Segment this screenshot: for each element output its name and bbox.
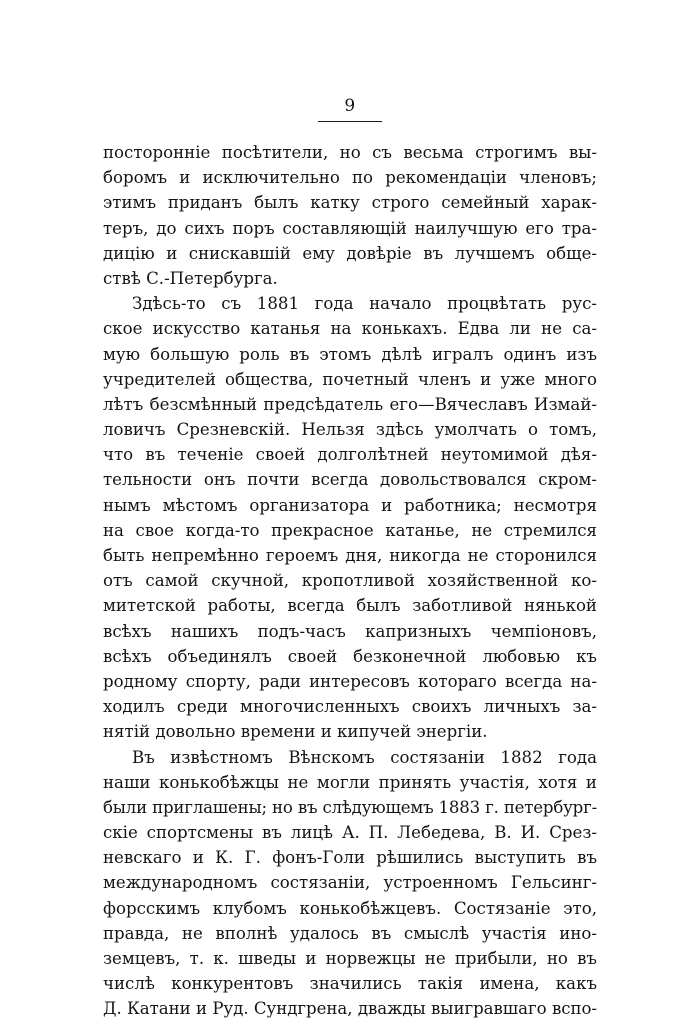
- text-line: митетской работы, всегда былъ заботливой нянькой: [103, 596, 597, 616]
- text-line: быть непремѣнно героемъ дня, никогда не сторонился: [103, 546, 597, 565]
- text-line: родному спорту, ради интересовъ котораго всегда на-: [103, 671, 597, 691]
- text-line: на свое когда-то прекрасное катанье, не стремился: [103, 520, 597, 540]
- text-line: ствѣ С.-Петербурга.: [103, 268, 278, 288]
- body-text: [103, 140, 597, 1022]
- text-line: нымъ мѣстомъ организатора и работника; несмотря: [103, 495, 597, 515]
- text-line: земцевъ, т. к. шведы и норвежцы не прибыли, но въ: [103, 949, 597, 968]
- text-line: скіе спортсмены въ лицѣ А. П. Лебедева, В. И. Срез-: [103, 823, 597, 843]
- text-line: всѣхъ нашихъ подъ-часъ капризныхъ чемпіоновъ,: [103, 621, 597, 641]
- text-line: посторонніе посѣтители, но съ весьма строгимъ вы-: [103, 143, 597, 162]
- text-line: учредителей общества, почетный членъ и уже много: [103, 369, 597, 389]
- text-line: невскаго и К. Г. фонъ-Голи рѣшились выступить въ: [103, 848, 597, 868]
- text-line: Въ извѣстномъ Вѣнскомъ состязаніи 1882 года: [132, 747, 597, 767]
- text-line: тельности онъ почти всегда довольствовался скром-: [103, 470, 597, 490]
- page-number: 9: [344, 96, 356, 116]
- page-header: [0, 96, 700, 116]
- text-line: боромъ и исключительно по рекомендаціи членовъ;: [103, 168, 597, 188]
- text-line: наши конькобѣжцы не могли принять участія, хотя и: [103, 772, 597, 792]
- text-line: лѣтъ безсмѣнный предсѣдатель его—Вячеславъ Измай-: [103, 394, 597, 414]
- text-line: мую большую роль въ этомъ дѣлѣ игралъ одинъ изъ: [103, 344, 597, 364]
- text-line: дицію и снискавшій ему довѣріе въ лучшемъ обще-: [103, 243, 597, 263]
- header-rule: [318, 121, 382, 122]
- text-line: Здѣсь-то съ 1881 года начало процвѣтать рус-: [132, 294, 597, 314]
- text-line: были приглашены; но въ слѣдующемъ 1883 г. петербург-: [103, 797, 597, 817]
- text-line: всѣхъ объединялъ своей безконечной любовью къ: [103, 646, 597, 666]
- text-line: что въ теченіе своей долголѣтней неутомимой дѣя-: [103, 445, 597, 465]
- text-line: нятій довольно времени и кипучей энергіи.: [103, 722, 488, 742]
- text-line: Д. Катани и Руд. Сундгрена, дважды выигравшаго вспо-: [103, 999, 597, 1019]
- text-line: международномъ состязаніи, устроенномъ Гельсинг-: [103, 873, 597, 893]
- text-line: ское искусство катанья на конькахъ. Едва ли не са-: [103, 319, 597, 339]
- text-line: этимъ приданъ былъ катку строго семейный харак-: [103, 193, 597, 213]
- text-line: форсскимъ клубомъ конькобѣжцевъ. Состязаніе это,: [103, 898, 597, 918]
- text-line: отъ самой скучной, кропотливой хозяйственной ко-: [103, 571, 597, 591]
- text-line: ходилъ среди многочисленныхъ своихъ личныхъ за-: [103, 697, 597, 717]
- text-line: правда, не вполнѣ удалось въ смыслѣ участія ино-: [103, 923, 597, 943]
- text-line: числѣ конкурентовъ значились такія имена, какъ: [103, 974, 597, 994]
- text-line: ловичъ Срезневскій. Нельзя здѣсь умолчать о томъ,: [103, 420, 597, 440]
- text-line: теръ, до сихъ поръ составляющій наилучшую его тра-: [103, 218, 597, 238]
